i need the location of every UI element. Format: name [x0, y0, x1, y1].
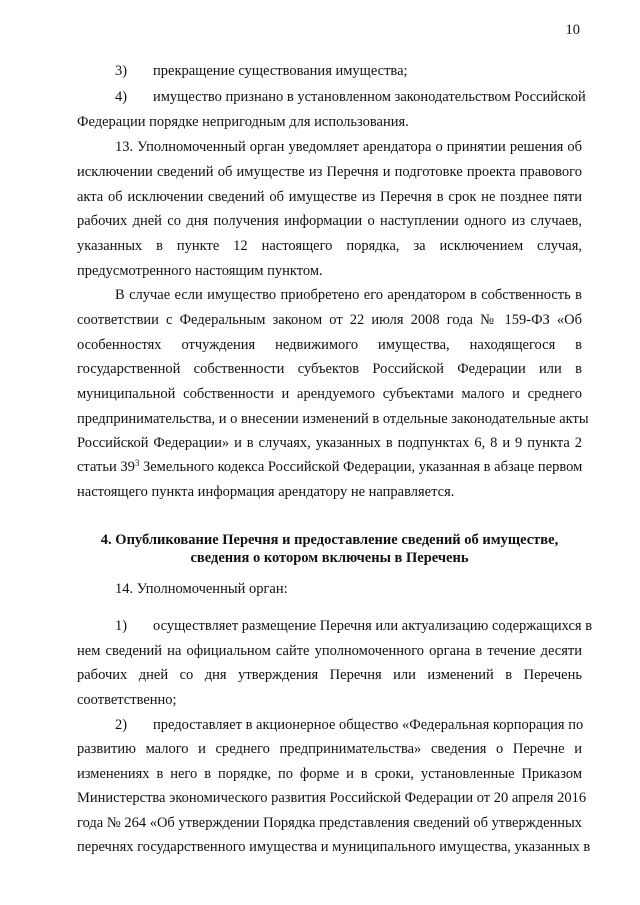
list-item-text: имущество признано в установленном законодательством Российской	[153, 89, 586, 105]
list-item-4	[77, 88, 586, 106]
text-line: года № 264 «Об утверждении Порядка представления сведений об утвержденных	[77, 815, 583, 831]
list-item-number: 1)	[115, 618, 128, 634]
paragraph-13b-line	[77, 458, 582, 476]
text-line: соответственно;	[77, 692, 177, 708]
paragraph-13b-line: соответствии с Федеральным законом от 22 июля 2008 года № 159-ФЗ «Об	[77, 312, 582, 328]
list-item-text: прекращение существования имущества;	[153, 63, 408, 79]
text-span: Земельного кодекса Российской Федерации, указанная в абзаце первом	[139, 459, 583, 475]
paragraph-14-intro: 14. Уполномоченный орган:	[115, 581, 288, 597]
text-span: статьи 39	[77, 459, 135, 475]
list-item-14-2	[77, 716, 582, 734]
text-line: Министерства экономического развития Российской Федерации от 20 апреля 2016	[77, 790, 587, 806]
paragraph-13b-line: государственной собственности субъектов Российской Федерации или в	[77, 361, 582, 377]
paragraph-13b-line: предпринимательства, и о внесении изменений в отдельные законодательные акты	[77, 411, 589, 427]
list-item-number: 2)	[115, 717, 128, 733]
paragraph-13b-line: Российской Федерации» и в случаях, указанных в подпунктах 6, 8 и 9 пункта 2	[77, 435, 582, 451]
list-item-3	[77, 62, 582, 80]
paragraph-13b-line: В случае если имущество приобретено его арендатором в собственность в	[115, 287, 582, 303]
page-number: 10	[565, 22, 580, 38]
text-line: нем сведений на официальном сайте уполномоченного органа в течение десяти	[77, 643, 582, 659]
paragraph-13-line: предусмотренного настоящим пунктом.	[77, 263, 323, 279]
text-line: изменениях в него в порядке, по форме и в сроки, установленные Приказом	[77, 766, 582, 782]
superscript: 3	[134, 458, 140, 468]
text-line: перечнях государственного имущества и муниципального имущества, указанных в	[77, 839, 591, 855]
paragraph-13-line: акта об исключении сведений об имуществе из Перечня в срок не позднее пяти	[77, 189, 582, 205]
list-item-text: предоставляет в акционерное общество «Федеральная корпорация по	[153, 717, 584, 733]
text-line: рабочих дней со дня утверждения Перечня или изменений в Перечень	[77, 667, 582, 683]
paragraph-13b-line: особенностях отчуждения недвижимого имущества, находящегося в	[77, 337, 582, 353]
paragraph-13-line: рабочих дней со дня получения информации о наступлении одного из случаев,	[77, 213, 582, 229]
paragraph-13b-line: настоящего пункта информация арендатору не направляется.	[77, 484, 455, 500]
list-item-number: 3)	[115, 63, 128, 79]
paragraph-13b-line: муниципальной собственности и арендуемого субъектами малого и среднего	[77, 386, 582, 402]
paragraph-13-line: 13. Уполномоченный орган уведомляет арендатора о принятии решения об	[115, 139, 582, 155]
paragraph-13-line: исключении сведений об имуществе из Перечня и подготовке проекта правового	[77, 164, 582, 180]
list-item-14-1	[77, 617, 593, 635]
section-heading: сведения о котором включены в Перечень	[190, 550, 469, 566]
section-heading: 4. Опубликование Перечня и предоставление сведений об имуществе,	[100, 532, 559, 548]
paragraph-13-line: указанных в пункте 12 настоящего порядка, за исключением случая,	[77, 238, 582, 254]
list-item-text: осуществляет размещение Перечня или актуализацию содержащихся в	[153, 618, 593, 634]
list-item-number: 4)	[115, 89, 128, 105]
text-line: Федерации порядке непригодным для использования.	[77, 114, 409, 130]
text-line: развитию малого и среднего предпринимательства» сведения о Перечне и	[77, 741, 582, 757]
